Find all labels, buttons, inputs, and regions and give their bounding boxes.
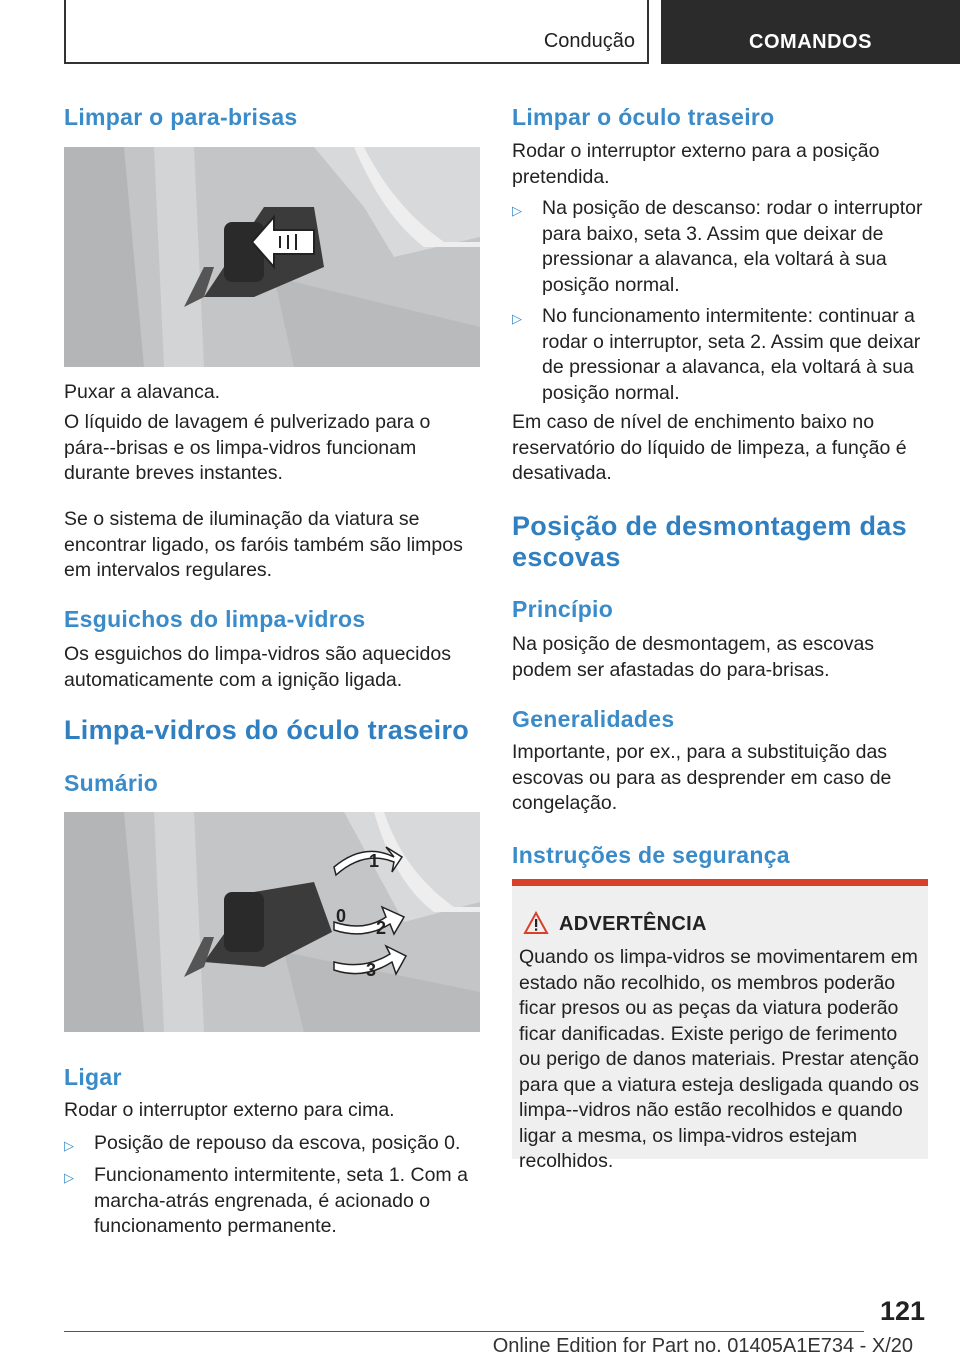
paragraph-puxar: Puxar a alavanca. [64,381,221,403]
heading-ligar: Ligar [64,1064,122,1090]
triangle-right-icon: ▷ [64,1138,74,1153]
figure-label-0: 0 [336,906,347,926]
heading-instrucoes-seguranca: Instruções de segurança [512,842,790,868]
footer-edition: Online Edition for Part no. 01405A1E734 - X/20 [492,1335,913,1357]
paragraph-rodar: Rodar o interruptor externo para a posição pretendida. [512,140,880,188]
header-chapter-title: COMANDOS [749,31,872,53]
figure-washer-lever-illustration [64,147,480,367]
paragraph-iluminacao: Se o sistema de iluminação da viatura se encontrar ligado, os faróis também são limpos em intervalos regulares. [64,508,463,581]
paragraph-liquido: O líquido de lavagem é pulverizado para o pára--brisas e os limpa-vidros funcionam durante breves instantes. [64,411,431,484]
figure-washer-lever [64,147,480,367]
triangle-right-icon: ▷ [512,203,522,218]
figure-label-1: 1 [369,851,380,871]
figure-rear-wiper-switch [64,812,480,1032]
paragraph-esguichos: Os esguichos do limpa-vidros são aquecidos automaticamente com a ignição ligada. [64,643,451,691]
list-item: ▷ Posição de repouso da escova, posição 0. [64,1131,480,1157]
warning-text: Quando os limpa-vidros se movimentarem em estado não recolhido, os membros poderão ficar presos ou as peças da viatura poderão ficar danificadas. Existe perigo de ferimento ou perigo de danos materiais. Prestar atenção para que a viatura esteja desligada quando os limpa--vidros não estão recolhidos e quando ligar a mesma, os limpa-vidros estejam recolhidos. [519,946,920,1172]
heading-limpar-oculo: Limpar o óculo traseiro [512,104,775,130]
heading-sumario: Sumário [64,770,159,796]
heading-generalidades: Generalidades [512,706,675,732]
figure-rear-wiper-illustration [64,812,480,1032]
footer-divider [64,1331,864,1332]
figure-label-3: 3 [366,960,377,980]
header-chapter-tab [661,0,960,64]
heading-esguichos: Esguichos do limpa-vidros [64,606,366,632]
list-item: ▷ Na posição de descanso: rodar o interruptor para baixo, seta 3. Assim que deixar de pressionar a alavanca, ela voltará à sua posição normal. [512,197,923,296]
warning-box [512,879,928,1172]
triangle-right-icon: ▷ [512,311,522,326]
figure-label-2: 2 [376,918,387,938]
heading-principio: Princípio [512,596,614,622]
header-section-tab [64,0,649,64]
list-item: ▷ Funcionamento intermitente, seta 1. Com a marcha-atrás engrenada, é acionado o funcionamento permanente. [64,1164,468,1237]
paragraph-ligar: Rodar o interruptor externo para cima. [64,1099,395,1121]
header-section-title: Condução [543,30,635,52]
heading-limpar-para-brisas: Limpar o para-brisas [64,104,298,130]
heading-posicao-desmontagem: Posição de desmontagem das escovas [512,511,907,572]
paragraph-generalidades: Importante, por ex., para a substituição das escovas ou para as desprender em caso de congelação. [512,741,892,814]
page-number: 121 [879,1296,925,1326]
warning-triangle-icon [523,911,549,935]
paragraph-principio: Na posição de desmontagem, as escovas podem ser afastadas do para-brisas. [512,633,875,681]
warning-title: ADVERTÊNCIA [559,913,707,935]
list-item: ▷ No funcionamento intermitente: continuar a rodar o interruptor, seta 2. Assim que deixar de pressionar a alavanca, ela voltará à sua posição normal. [512,305,921,404]
heading-limpa-vidros-traseiro: Limpa-vidros do óculo traseiro [64,715,470,745]
triangle-right-icon: ▷ [64,1170,74,1185]
paragraph-nivel-enchimento: Em caso de nível de enchimento baixo no reservatório do líquido de limpeza, a função é desativada. [512,411,907,484]
